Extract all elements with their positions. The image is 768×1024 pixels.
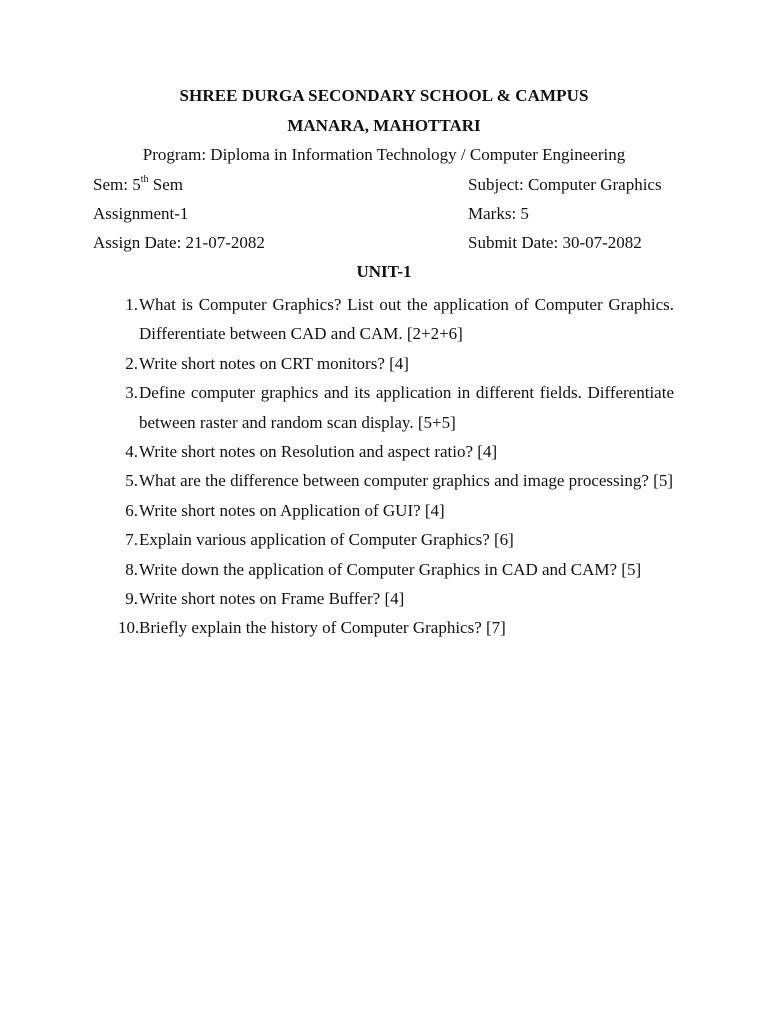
assignment-line: Assignment-1	[93, 204, 189, 223]
question-item	[0, 290, 768, 349]
question-text: Write short notes on CRT monitors? [4]	[139, 353, 409, 373]
question-text: Write short notes on Application of GUI? [4]	[139, 500, 445, 520]
program-line: Program: Diploma in Information Technology / Computer Engineering	[142, 145, 626, 164]
question-item	[0, 555, 768, 584]
question-number: 3.	[125, 383, 138, 403]
semester-suffix: Sem	[148, 175, 183, 194]
school-name: SHREE DURGA SECONDARY SCHOOL & CAMPUS	[179, 86, 589, 105]
school-location: MANARA, MAHOTTARI	[287, 116, 481, 135]
question-text: Briefly explain the history of Computer Graphics? [7]	[139, 618, 506, 638]
question-list	[0, 290, 768, 643]
unit-title: UNIT-1	[356, 262, 412, 281]
question-item	[0, 613, 768, 642]
question-item	[0, 496, 768, 525]
question-text: Write down the application of Computer Graphics in CAD and CAM? [5]	[139, 559, 642, 579]
question-text: What are the difference between computer graphics and image processing? [5]	[139, 471, 673, 491]
submit-date-line: Submit Date: 30-07-2082	[468, 233, 642, 252]
question-number: 5.	[125, 471, 138, 491]
question-number: 10.	[118, 618, 140, 638]
subject-line: Subject: Computer Graphics	[468, 175, 662, 194]
marks-line: Marks: 5	[468, 204, 529, 223]
question-text: Define computer graphics and its application in different fields. Differentiate between raster and random scan display. [5+5]	[139, 383, 674, 432]
semester-line	[93, 175, 183, 195]
semester-superscript: th	[140, 174, 149, 186]
question-number: 7.	[125, 530, 138, 550]
question-number: 1.	[125, 295, 138, 314]
question-item	[0, 466, 768, 495]
question-item	[0, 378, 768, 437]
question-item	[0, 525, 768, 554]
assign-date-line: Assign Date: 21-07-2082	[93, 233, 265, 252]
question-number: 9.	[125, 589, 138, 609]
question-item	[0, 584, 768, 613]
question-item	[0, 437, 768, 466]
question-item	[0, 349, 768, 378]
question-number: 6.	[125, 500, 138, 520]
semester-label: Sem: 5	[93, 175, 141, 194]
question-text: Explain various application of Computer Graphics? [6]	[139, 530, 514, 550]
question-text: Write short notes on Frame Buffer? [4]	[139, 589, 405, 609]
question-number: 8.	[125, 559, 138, 579]
question-text: What is Computer Graphics? List out the application of Computer Graphics. Differentiate between CAD and CAM. [2+2+6]	[139, 295, 674, 344]
question-number: 2.	[125, 353, 138, 373]
question-number: 4.	[125, 442, 138, 462]
question-text: Write short notes on Resolution and aspect ratio? [4]	[139, 442, 498, 462]
